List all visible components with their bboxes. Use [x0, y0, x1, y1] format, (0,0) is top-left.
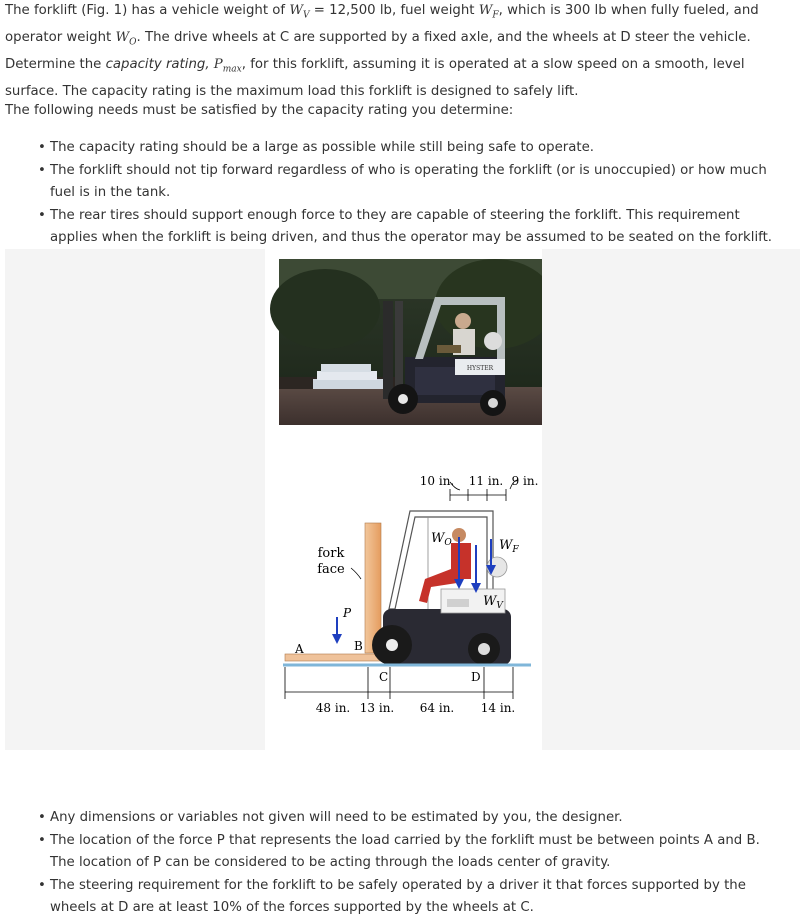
list-item: • The capacity rating should be a large as possible while still being safe to operate. — [38, 137, 778, 160]
dim-9in: 9 in. — [511, 474, 539, 488]
label-p: P — [343, 606, 352, 620]
needs-heading: The following needs must be satisfied by the capacity rating you determine: — [5, 103, 514, 118]
label-wf: $W_F$ — [499, 538, 519, 555]
dim-13in: 13 in. — [359, 701, 395, 715]
list-item: • The location of the force P that represents the load carried by the forklift must be between points A and B. The location of P can be considered to be acting through the loads center of gravity. — [38, 830, 778, 875]
label-c: C — [379, 670, 389, 684]
label-wv: $W_V$ — [483, 594, 503, 611]
label-b: B — [354, 639, 363, 653]
forklift-figure — [265, 249, 542, 750]
dim-14in: 14 in. — [480, 701, 516, 715]
notes-list — [38, 807, 778, 920]
list-item: • The rear tires should support enough force to they are capable of steering the forklift. This requirement applies when the forklift is being driven, and thus the operator may be assumed to be seated on the forklift. — [38, 205, 778, 250]
dim-64in: 64 in. — [419, 701, 455, 715]
label-a: A — [295, 642, 304, 656]
requirements-list — [38, 137, 778, 250]
dim-10in: 10 in. — [419, 474, 455, 488]
label-d: D — [471, 670, 481, 684]
label-face: face — [317, 562, 345, 577]
dim-48in: 48 in. — [315, 701, 351, 715]
label-wo: $W_O$ — [431, 531, 452, 548]
list-item: • The steering requirement for the forklift to be safely operated by a driver it that forces supported by the wheels at D are at least 10% of the forces supported by the wheels at C. — [38, 875, 778, 920]
problem-statement: The forklift (Fig. 1) has a vehicle weight of $W_V = 12,500$ lb, fuel weight $W_F$, which is 300 lb when fully fueled, and operator weight $W_O$. The drive wheels at C are supported by a fixed axle, and the wheels at D steer the vehicle. Determine the capacity rating, $P_{max}$, for this forklift, assuming it is operated at a slow speed on a smooth, level surface. The capacity rating is the maximum load this forklift is designed to safely lift. — [5, 3, 759, 100]
dim-11in: 11 in. — [468, 474, 504, 488]
list-item: • Any dimensions or variables not given will need to be estimated by you, the designer. — [38, 807, 778, 830]
svg-text:HYSTER: HYSTER — [466, 365, 494, 372]
label-fork: fork — [317, 546, 345, 561]
forklift-photo — [270, 259, 542, 425]
list-item: • The forklift should not tip forward regardless of who is operating the forklift (or is unoccupied) or how much fuel is in the tank. — [38, 160, 778, 205]
